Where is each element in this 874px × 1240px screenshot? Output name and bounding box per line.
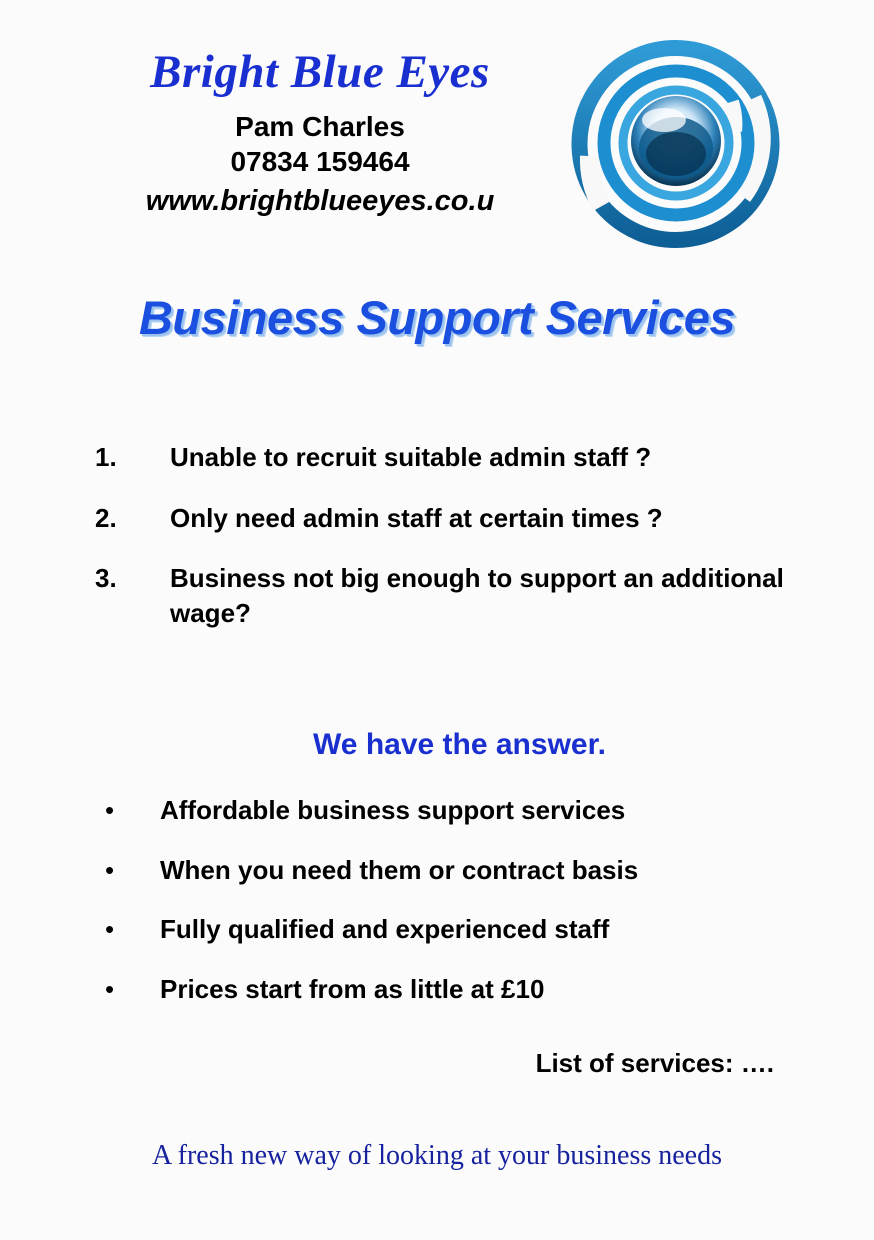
list-item-text: Business not big enough to support an additional wage? [170, 563, 784, 628]
list-item-text: When you need them or contract basis [160, 854, 639, 885]
footer-tagline: A fresh new way of looking at your business needs [151, 1140, 722, 1171]
list-item-text: Unable to recruit suitable admin staff ? [170, 442, 652, 472]
answer-headline: We have the answer. [313, 728, 606, 761]
header-text-block [60, 48, 580, 220]
bullet-icon: • [105, 973, 115, 1004]
list-item-marker: 1. [95, 442, 117, 472]
numbered-list [95, 440, 795, 656]
list-item [95, 501, 795, 536]
page-title: Business Support Services [138, 291, 736, 344]
list-item-marker: 2. [95, 502, 117, 533]
phone-number: 07834 159464 [230, 146, 410, 178]
list-item [95, 561, 795, 630]
website-url: www.brightblueeyes.co.u [145, 185, 495, 218]
blue-eye-logo-icon [556, 36, 796, 251]
list-item [95, 793, 815, 828]
bullet-icon: • [105, 854, 115, 885]
list-item-text: Prices start from as little at £10 [160, 973, 545, 1004]
header [0, 30, 874, 250]
bullet-icon: • [105, 795, 115, 825]
list-item-text: Only need admin staff at certain times ? [170, 502, 663, 533]
list-item-text: Affordable business support services [160, 795, 626, 825]
list-item [95, 853, 815, 888]
brand-name: Bright Blue Eyes [150, 46, 490, 98]
list-item [95, 440, 795, 475]
owner-name: Pam Charles [235, 111, 405, 143]
list-item-text: Fully qualified and experienced staff [160, 914, 610, 945]
bullet-list [95, 793, 815, 1031]
list-item [95, 912, 815, 947]
services-list-teaser: List of services: …. [535, 1048, 774, 1078]
list-item [95, 972, 815, 1007]
bullet-icon: • [105, 914, 115, 945]
list-item-marker: 3. [95, 563, 117, 594]
